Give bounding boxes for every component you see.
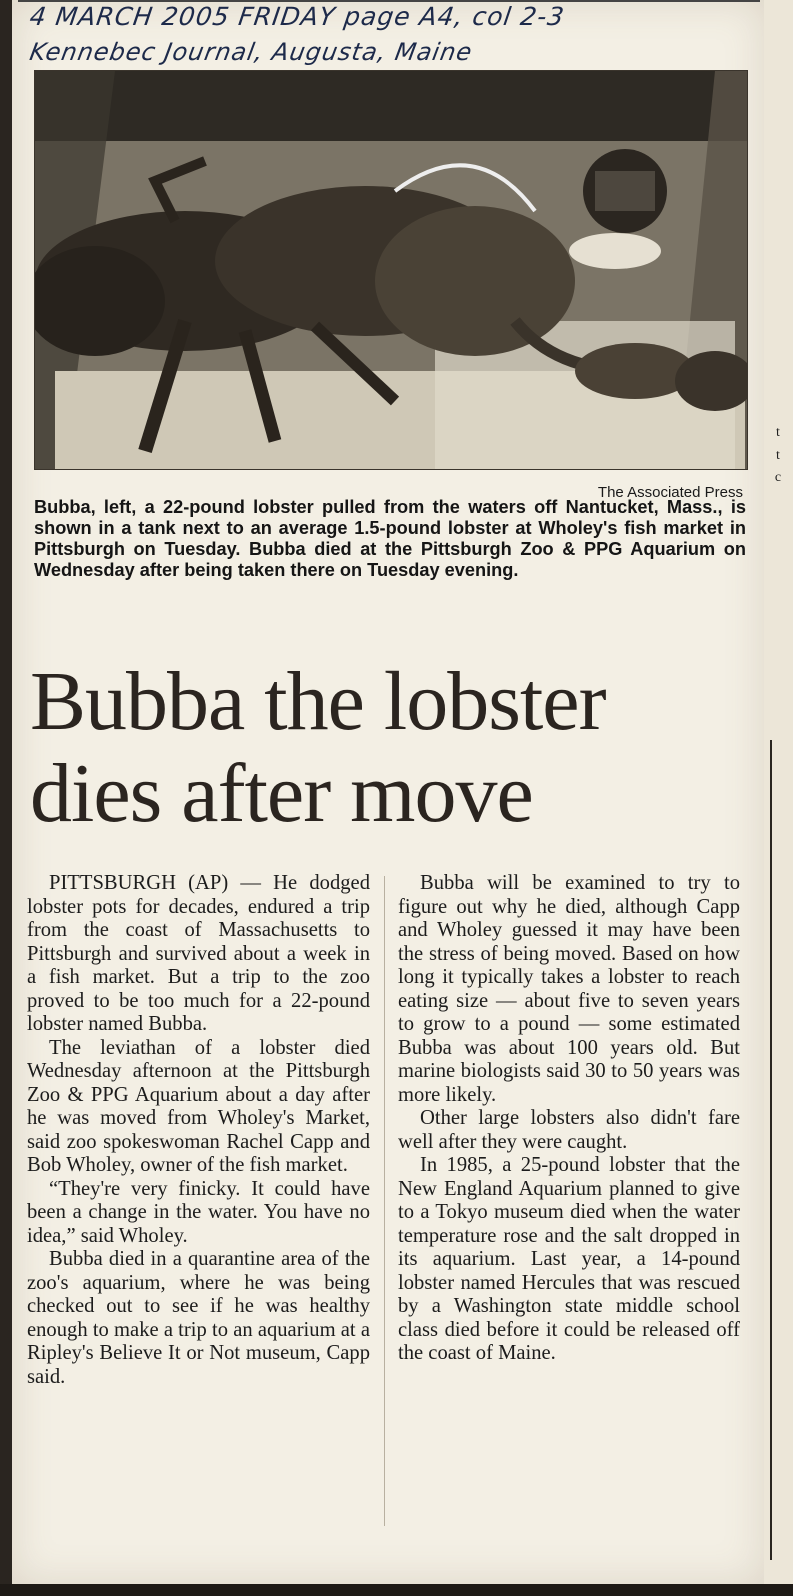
lobster-photo <box>34 70 748 470</box>
lobster-tank-illustration <box>35 71 747 469</box>
article-column-2 <box>398 872 740 1366</box>
headline-line: Bubba the lobster <box>30 655 606 748</box>
handwritten-source-note: Kennebec Journal, Augusta, Maine <box>27 38 475 66</box>
adjacent-page-strip <box>764 0 793 1596</box>
article-paragraph: Other large lobsters also didn't fare well after they were caught. <box>398 1107 740 1153</box>
article-paragraph: The leviathan of a lobster died Wednesday afternoon at the Pittsburgh Zoo & PPG Aquarium about a day after he was moved from Wholey's Market, said zoo spokeswoman Rachel Capp and Bob Wholey, owner of the fish market. <box>27 1036 370 1176</box>
scan-edge <box>0 1584 793 1596</box>
headline <box>30 656 760 840</box>
column-divider <box>384 876 385 1526</box>
article-paragraph: Bubba died in a quarantine area of the zoo's aquarium, where he was being checked out to see if he was healthy enough to make a trip to an aquarium at a Ripley's Believe It or Not museum, Capp said. <box>27 1248 370 1388</box>
photo-credit: The Associated Press <box>597 484 743 501</box>
article-paragraph: PITTSBURGH (AP) — He dodged lobster pots for decades, endured a trip from the coast of Massachusetts to Pittsburgh and survived about a week in a fish market. But a trip to the zoo proved to be too much for a 22-pound lobster named Bubba. <box>27 872 370 1035</box>
adjacent-page-rule <box>770 740 772 1560</box>
article-paragraph: “They're very finicky. It could have been a change in the water. You have no idea,” said Wholey. <box>27 1177 370 1247</box>
adjacent-text-fragment: t <box>776 448 780 463</box>
handwritten-date-note: 4 MARCH 2005 FRIDAY page A4, col 2-3 <box>27 2 567 31</box>
article-column-1 <box>27 872 370 1389</box>
adjacent-text-fragment: t <box>776 425 780 440</box>
headline-line: dies after move <box>30 747 533 840</box>
article-paragraph: In 1985, a 25-pound lobster that the New England Aquarium planned to give to a Tokyo museum died when the water temperature rose and the salt dropped in its aquarium. Last year, a 14-pound lobster named Hercules that was rescued by a Washington state middle school class died before it could be released off the coast of Maine. <box>398 1154 740 1364</box>
adjacent-text-fragment: c <box>774 470 782 485</box>
photo-caption: Bubba, left, a 22-pound lobster pulled from the waters off Nantucket, Mass., is shown in a tank next to an average 1.5-pound lobster at Wholey's fish market in Pittsburgh on Tuesday. Bubba died at the Pittsburgh Zoo & PPG Aquarium on Wednesday after being taken there on Tuesday evening. <box>34 497 746 580</box>
article-paragraph: Bubba will be examined to try to figure out why he died, although Capp and Wholey guessed it may have been the stress of being moved. Based on how long it typically takes a lobster to reach eating size — about five to seven years to grow to a pound — some estimated Bubba was about 100 years old. But marine biologists said 30 to 50 years was more likely. <box>398 872 740 1106</box>
